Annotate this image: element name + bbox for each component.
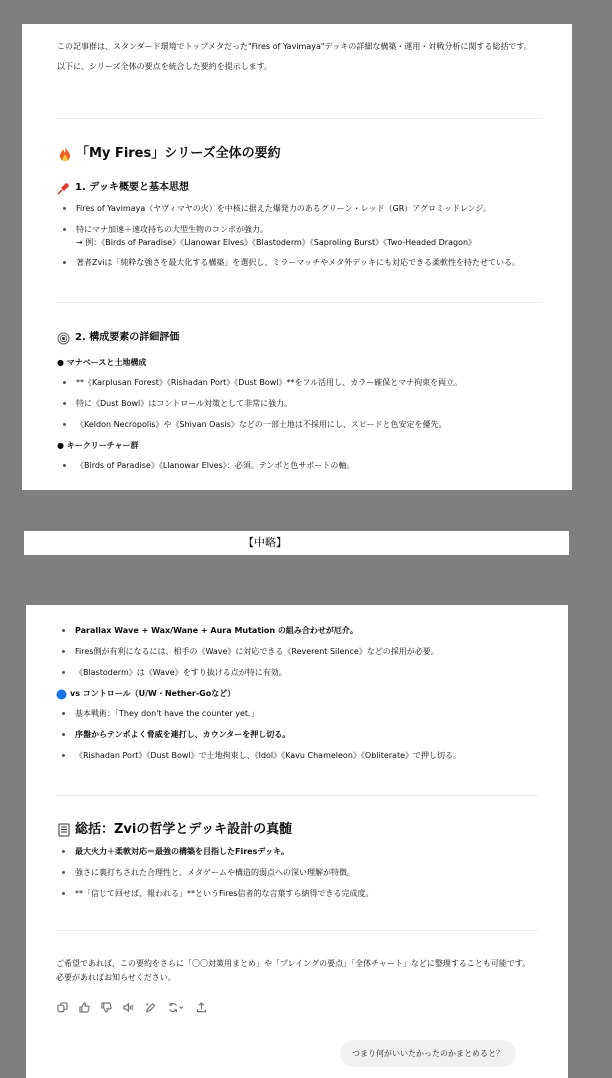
response-panel-top bbox=[22, 24, 572, 490]
speaker-icon[interactable] bbox=[122, 1001, 135, 1014]
thumbs-down-icon[interactable] bbox=[100, 1001, 113, 1014]
section-heading-overview: 1. デッキ概要と基本思想 bbox=[57, 180, 542, 196]
summary-title-text: 「My Fires」シリーズ全体の要約 bbox=[76, 146, 281, 161]
list-item: **《Karplusan Forest》《Rishadan Port》《Dust Bowl》**をフル活用し、カラー確保とマナ拘束を両立。 bbox=[57, 376, 542, 389]
intro-paragraph: 以下に、シリーズ全体の要点を統合した要約を提示します。 bbox=[57, 62, 272, 71]
divider bbox=[56, 930, 538, 931]
list-item: 序盤からテンポよく脅威を連打し、カウンターを押し切る。 bbox=[56, 728, 538, 741]
list-item: 特にマナ加速＋速攻持ちの大型生物のコンボが強力。 → 例：《Birds of Paradise》《Llanowar Elves》《Blastoderm》《Saproling Burst》《Two-Headed Dragon》 bbox=[57, 223, 542, 249]
closing-paragraph: ご希望であれば、この要約をさらに「〇〇対策用まとめ」や「プレイングの要点」「全体チャート」などに整理することも可能です。 必要があればお知らせください。 bbox=[56, 959, 531, 982]
conclusion-heading: 総括：Zviの哲学とデッキ設計の真髄 bbox=[56, 821, 538, 839]
omitted-banner bbox=[24, 531, 569, 555]
divider bbox=[56, 795, 538, 796]
fire-icon bbox=[57, 146, 73, 162]
list-item: 《Rishadan Port》《Dust Bowl》で土地拘束し、《Idol》《Kavu Chameleon》《Obliterate》で押し切る。 bbox=[56, 749, 538, 762]
subheading-manabase: ● マナベースと土地構成 bbox=[57, 358, 147, 367]
followup-message-bubble: つまり何がいいたかったのかまとめると？ bbox=[340, 1040, 516, 1067]
list-item: Parallax Wave + Wax/Wane + Aura Mutation の組み合わせが厄介。 bbox=[56, 624, 538, 637]
divider bbox=[57, 118, 542, 119]
list-item: 《Birds of Paradise》《Llanowar Elves》：必須。テンポと色サポートの軸。 bbox=[57, 459, 542, 472]
list-item: 強さに裏打ちされた合理性と、メタゲームや構造的弱点への深い理解が特徴。 bbox=[56, 866, 538, 879]
subheading-vs-control: vs コントロール（U/W・Nether-Goなど） bbox=[56, 687, 538, 701]
message-actions bbox=[56, 1001, 538, 1014]
list-item: Fires側が有利になるには、相手の《Wave》に対応できる《Reverent Silence》などの採用が必要。 bbox=[56, 645, 538, 658]
list-item: Fires of Yavimaya（ヤヴィマヤの火）を中核に据えた爆発力のあるグリーン・レッド（GR）アグロミッドレンジ。 bbox=[57, 202, 542, 215]
pushpin-icon bbox=[57, 182, 70, 195]
divider bbox=[57, 302, 542, 303]
list-item: 最大火力＋柔軟対応＝最強の構築を目指したFiresデッキ。 bbox=[56, 845, 538, 858]
list-item: 基本戦術：「They don't have the counter yet.」 bbox=[56, 707, 538, 720]
edit-icon[interactable] bbox=[144, 1001, 157, 1014]
intro-paragraph: この記事群は、スタンダード環境でトップメタだった"Fires of Yavimaya"デッキの詳細な構築・運用・対戦分析に関する総括です。 bbox=[57, 42, 532, 51]
response-panel-bottom bbox=[26, 605, 568, 1078]
list-item: 《Blastoderm》は《Wave》をすり抜ける点が特に有効。 bbox=[56, 666, 538, 679]
scroll-icon bbox=[56, 822, 72, 838]
subheading-key-creatures: ● キークリーチャー群 bbox=[57, 441, 139, 450]
list-item: 著者Zviは「純粋な強さを最大化する構築」を選択し、ミラーマッチやメタ外デッキにも対応できる柔軟性を持たせている。 bbox=[57, 256, 542, 269]
copy-icon[interactable] bbox=[56, 1001, 69, 1014]
list-item: 《Keldon Necropolis》や《Shivan Oasis》などの一部土地は不採用にし、スピードと色安定を優先。 bbox=[57, 418, 542, 431]
list-item: 特に《Dust Bowl》はコントロール対策として非常に強力。 bbox=[57, 397, 542, 410]
thumbs-up-icon[interactable] bbox=[78, 1001, 91, 1014]
gear-icon bbox=[57, 332, 70, 345]
share-icon[interactable] bbox=[195, 1001, 208, 1014]
blue-circle-icon bbox=[56, 689, 67, 700]
list-item: **「信じて回せば、報われる」**というFires信者的な言葉すら納得できる完成度。 bbox=[56, 887, 538, 900]
summary-title bbox=[57, 145, 542, 163]
regenerate-icon[interactable] bbox=[166, 1001, 186, 1014]
section-heading-components: 2. 構成要素の詳細評価 bbox=[57, 330, 542, 346]
omitted-label: 【中略】 bbox=[243, 536, 287, 549]
